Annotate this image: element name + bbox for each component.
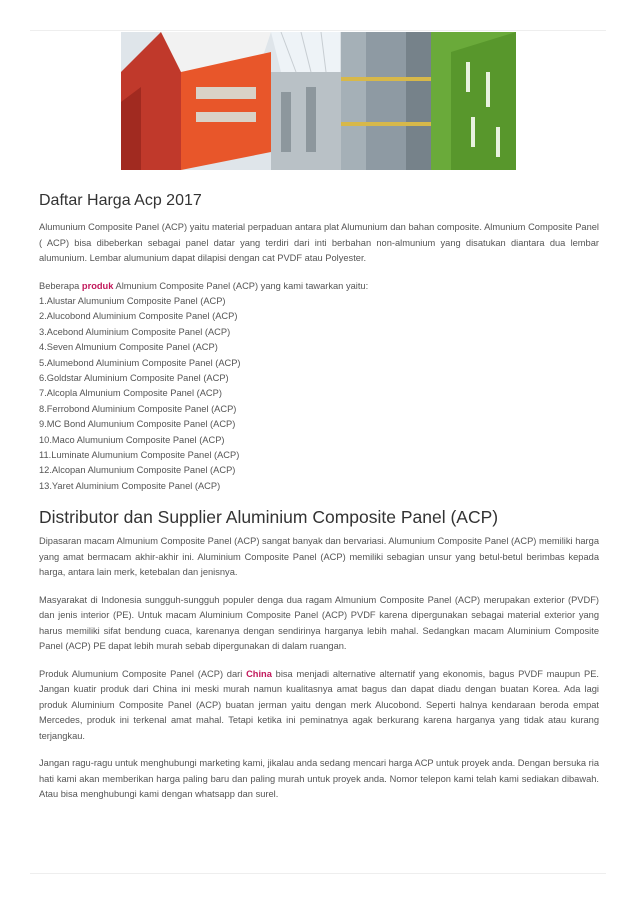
lead-text-pre: Beberapa [39,280,82,291]
paragraph-1: Dipasaran macam Almunium Composite Panel (ACP) sangat banyak dan bervariasi. Alumunium Composite Panel (ACP) memiliki harga yang amat bermacam akhir-akhir ini. Aluminium Composite Panel (ACP) memiliki sebagian unsur yang betul-betul berimbas kepada harga, antara lain merk, ketebalan dan jenisnya. [39,536,599,578]
product-list [39,294,599,494]
article-title: Daftar Harga Acp 2017 [39,192,202,209]
paragraph-2: Masyarakat di Indonesia sungguh-sungguh populer denga dua ragam Almunium Composite Panel (ACP) merupakan exterior (PVDF) dan jenis interior (PE). Untuk macam Aluminium Composite Panel (ACP) PVDF karena dipergunakan sebagai material exterior yang harus memiliki sifat bendung cuaca, karenanya dengan sendirinya harganya lebih mahal. Sedangkan macam Aluminium Composite Panel (ACP) PE dapat lebih murah sebab dipergunakan di dalam ruangan. [39,594,599,652]
list-item: 1.Alustar Alumunium Composite Panel (ACP) [39,296,226,306]
section-title: Distributor dan Supplier Aluminium Composite Panel (ACP) [39,507,499,528]
list-item: 6.Goldstar Aluminium Composite Panel (ACP) [39,373,229,384]
list-item: 13.Yaret Aluminium Composite Panel (ACP) [39,480,221,491]
lead-text-post: Almunium Composite Panel (ACP) yang kami tawarkan yaitu: [113,280,369,291]
para3-pre: Produk Alumunium Composite Panel (ACP) dari [39,668,247,679]
intro-paragraph: Alumunium Composite Panel (ACP) yaitu material perpaduan antara plat Alumunium dan bahan composite. Almunium Composite Panel ( ACP) bisa dibeberkan sebagai panel datar yang terdiri dari inti berbahan non-almunium yang disatukan diantara dua lembar alumunium. Lembar alumunium dapat dilapisi dengan cat PVDF atau Polyester. [39,222,599,263]
paragraph-3 [39,667,599,745]
list-item: 2.Alucobond Aluminium Composite Panel (ACP) [39,311,238,322]
list-item: 11.Luminate Alumunium Composite Panel (ACP) [39,450,240,461]
list-item: 7.Alcopla Almunium Composite Panel (ACP) [39,388,222,399]
para3-post: bisa menjadi alternative alternatif yang ekonomis, bagus PVDF maupun PE. Jangan kuatir produk dari China ini meski murah namun kualitasnya amat bagus dan dapat diadu dengan buatan Korea. Ada lagi produk Aluminium Composite Panel (ACP) buatan jerman yaitu dengan merk Alucobond. Seperti halnya kendaraan beroda empat Mercedes, produk ini terkenal amat mahal. Tetapi ketika ini peminatnya agak berkurang karena harganya yang tidak atau kurang terjangkau. [39,668,599,741]
produk-link[interactable]: produk [81,280,114,291]
list-item: 12.Alcopan Alumunium Composite Panel (ACP) [39,465,236,476]
page [30,30,606,874]
paragraph-4: Jangan ragu-ragu untuk menghubungi marketing kami, jikalau anda sedang mencari harga ACP untuk proyek anda. Dengan bersuka ria hati kami akan memberikan harga paling baru dan paling murah untuk proyek anda. Nomor telepon kami telah kami sediakan dibawah. Atau bisa menghubungi kami dengan whatsapp dan surel. [39,758,599,800]
china-link[interactable]: China [246,668,272,679]
list-item: 9.MC Bond Alumunium Composite Panel (ACP) [39,419,236,430]
building-facade-photo [121,32,516,170]
list-item: 5.Alumebond Aluminium Composite Panel (ACP) [39,357,241,368]
article-content [39,191,599,803]
hero-illustration [121,32,516,170]
list-item: 3.Acebond Aluminium Composite Panel (ACP) [39,326,231,337]
product-list-lead [39,279,599,295]
list-item: 10.Maco Alumunium Composite Panel (ACP) [39,434,225,445]
list-item: 4.Seven Almunium Composite Panel (ACP) [39,342,218,353]
list-item: 8.Ferrobond Aluminium Composite Panel (ACP) [39,403,237,414]
